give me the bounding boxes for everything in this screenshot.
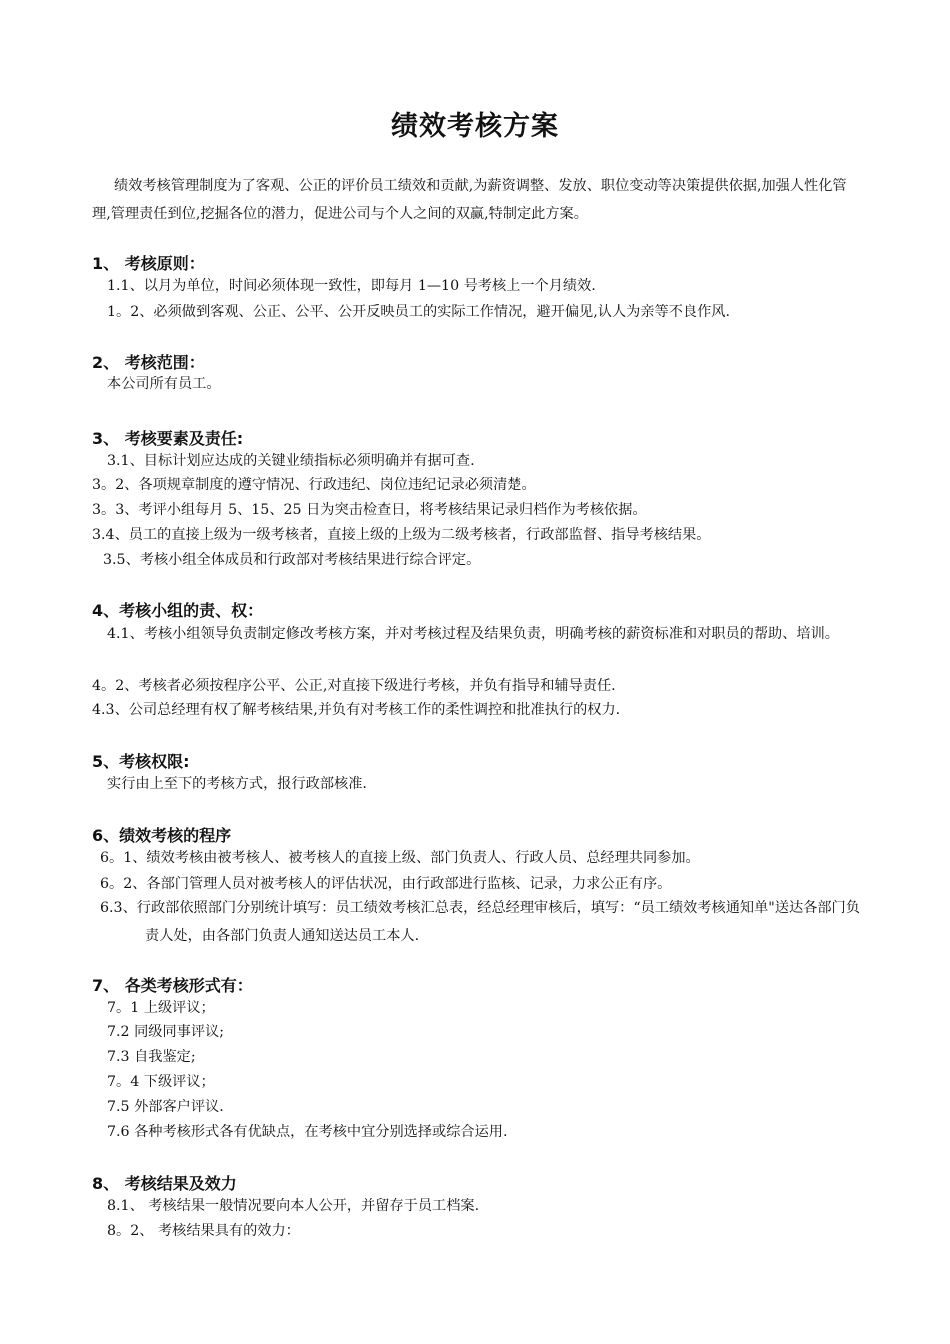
section-3-item-5: 3.5、考核小组全体成员和行政部对考核结果进行综合评定。: [103, 552, 481, 568]
section-7-item-2: 7.2 同级同事评议;: [107, 1024, 224, 1040]
section-8-item-1: 8.1、 考核结果一般情况要向本人公开，并留存于员工档案.: [107, 1198, 480, 1214]
section-1-item-1: 1.1、以月为单位，时间必须体现一致性，即每月 1—10 号考核上一个月绩效.: [107, 278, 596, 294]
section-4-item-2: 4。2、考核者必须按程序公平、公正,对直接下级进行考核，并负有指导和辅导责任.: [92, 678, 616, 694]
section-7-item-6: 7.6 各种考核形式各有优缺点，在考核中宜分别选择或综合运用.: [107, 1124, 508, 1140]
section-7-item-1: 7。1 上级评议；: [107, 1000, 215, 1016]
section-3-item-4: 3.4、员工的直接上级为一级考核者，直接上级的上级为二级考核者，行政部监督、指导考核结果。: [92, 527, 711, 543]
section-6-item-3-text: 6.3、行政部依照部门分别统计填写：员工绩效考核汇总表，经总经理审核后，填写：“员工绩效考核通知单"送达各部门负责人处，由各部门负责人通知送达员工本人.: [100, 900, 860, 944]
section-7-item-3: 7.3 自我鉴定;: [107, 1049, 196, 1065]
intro-text: 绩效考核管理制度为了客观、公正的评价员工绩效和贡献,为薪资调整、发放、职位变动等决策提供依据,加强人性化管理,管理责任到位,挖掘各位的潜力，促进公司与个人之间的双赢,特制定此方案。: [92, 178, 847, 222]
section-4-item-3: 4.3、公司总经理有权了解考核结果,并负有对考核工作的柔性调控和批准执行的权力.: [92, 702, 621, 718]
section-1-item-2: 1。2、必须做到客观、公正、公平、公开反映员工的实际工作情况，避开偏见,认人为亲等不良作风.: [107, 304, 730, 320]
section-7-heading: 7、 各类考核形式有：: [92, 976, 253, 995]
section-4-item-1-text: 4.1、考核小组领导负责制定修改考核方案，并对考核过程及结果负责，明确考核的薪资标准和对职员的帮助、培训。: [107, 626, 839, 642]
section-5-item-1: 实行由上至下的考核方式，报行政部核准.: [107, 776, 367, 792]
section-3-item-3: 3。3、考评小组每月 5、15、25 日为突击检查日，将考核结果记录归档作为考核依据。: [92, 502, 647, 518]
section-5-heading: 5、考核权限:: [92, 752, 190, 771]
section-2-heading: 2、 考核范围：: [92, 353, 205, 372]
section-7-item-5: 7.5 外部客户评议.: [107, 1099, 224, 1115]
section-7-item-4: 7。4 下级评议；: [107, 1074, 215, 1090]
section-2-item-1: 本公司所有员工。: [107, 376, 221, 392]
section-3-heading: 3、 考核要素及责任:: [92, 429, 244, 448]
section-1-heading: 1、 考核原则：: [92, 254, 205, 273]
section-6-item-2: 6。2、各部门管理人员对被考核人的评估状况，由行政部进行监核、记录，力求公正有序。: [100, 876, 672, 892]
section-4-item-1: [107, 620, 859, 648]
section-6-item-1: 6。1、绩效考核由被考核人、被考核人的直接上级、部门负责人、行政人员、总经理共同参加。: [100, 850, 700, 866]
section-6-item-3: [100, 894, 860, 950]
page-title: 绩效考核方案: [391, 111, 559, 142]
section-6-heading: 6、绩效考核的程序: [92, 826, 232, 845]
section-8-heading: 8、 考核结果及效力: [92, 1174, 237, 1193]
section-8-item-2: 8。2、 考核结果具有的效力：: [107, 1223, 300, 1239]
section-4-heading: 4、考核小组的责、权：: [92, 601, 264, 620]
intro-paragraph: [92, 172, 864, 228]
section-3-item-1: 3.1、目标计划应达成的关键业绩指标必须明确并有据可查.: [107, 453, 475, 469]
section-3-item-2: 3。2、各项规章制度的遵守情况、行政违纪、岗位违纪记录必须清楚。: [92, 477, 536, 493]
